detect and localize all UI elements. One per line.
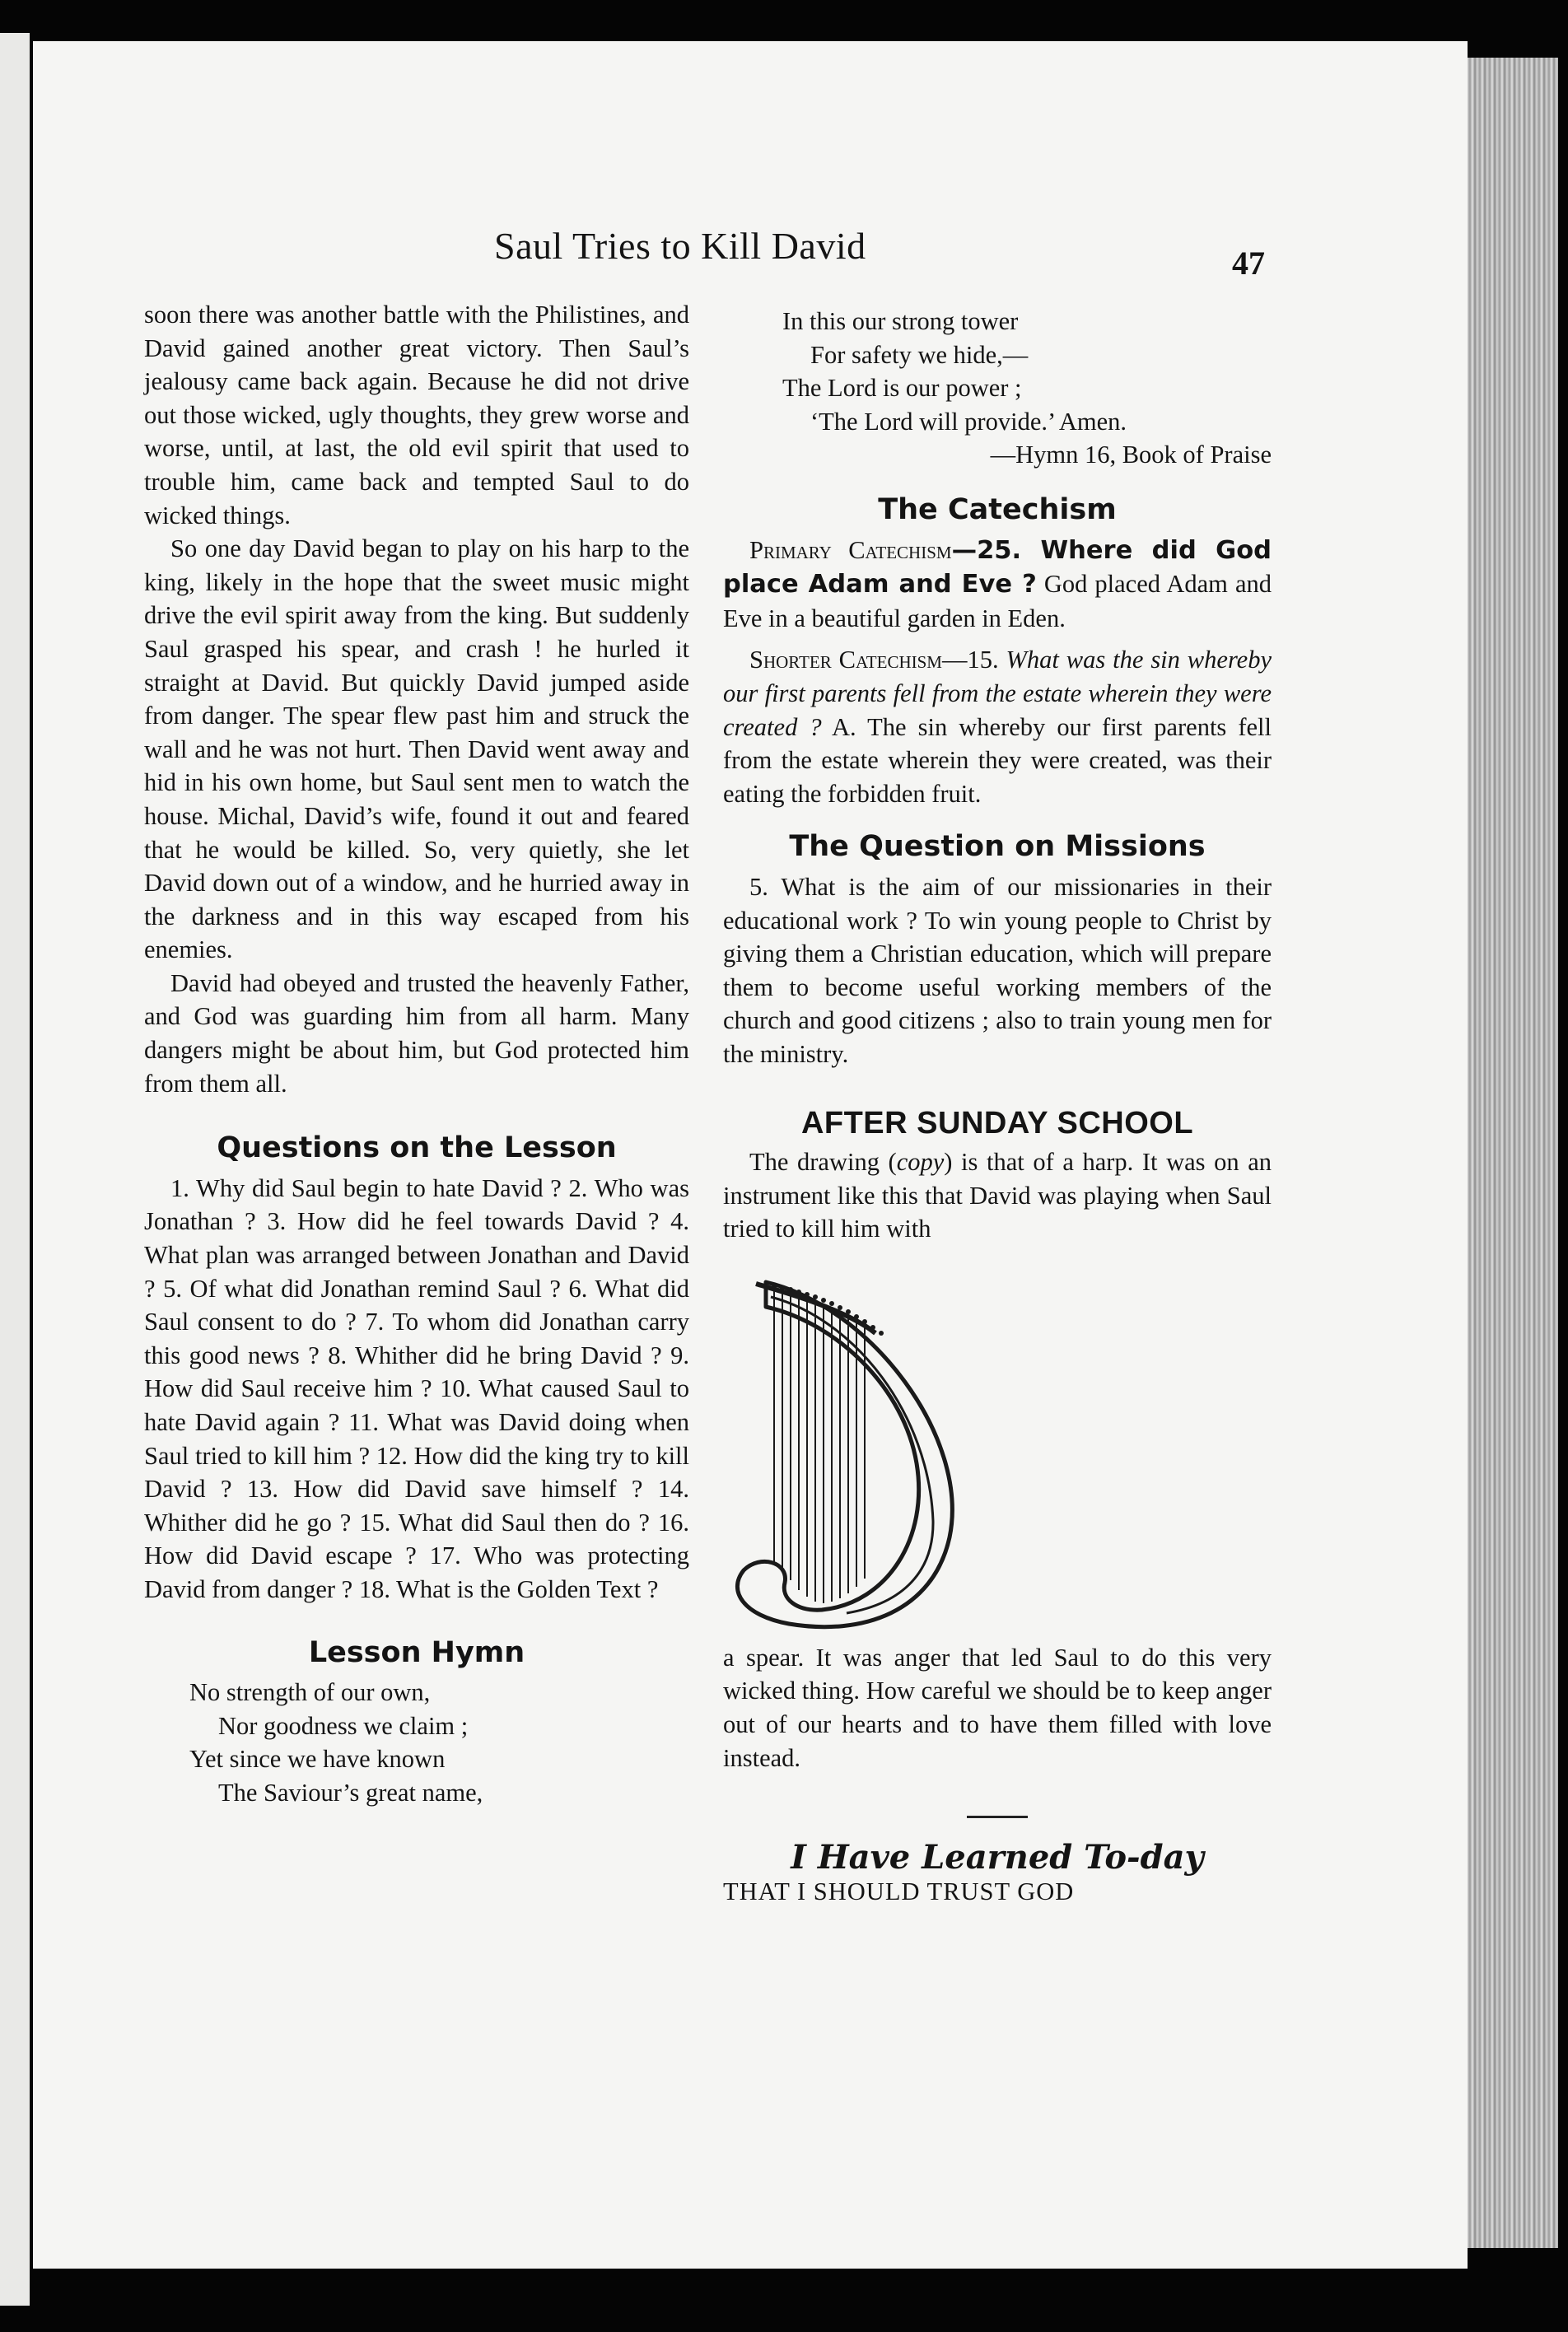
hymn-line: No strength of our own,: [189, 1678, 431, 1707]
hymn-source: —Hymn 16, Book of Praise: [990, 441, 1272, 469]
hymn-line: In this our strong tower: [782, 307, 1019, 335]
learned-today-text: THAT I SHOULD TRUST GOD: [723, 1877, 1075, 1905]
hymn-line: Nor goodness we claim ;: [218, 1711, 469, 1740]
shorter-catechism: [723, 643, 1272, 810]
hymn-stanza-start: [144, 1676, 689, 1809]
story-paragraph-3: David had obeyed and trusted the heavenly Father, and God was guarding him from all harm. Many dangers might be about him, but God protected him from them all.: [144, 968, 689, 1098]
learned-today-heading: I Have Learned To-day: [791, 1838, 1204, 1877]
primary-catechism-question: —25. Where did God place Adam and Eve ?: [723, 535, 1272, 599]
left-column: [144, 298, 689, 1810]
hymn-line: For safety we hide,—: [810, 340, 1029, 369]
hymn-line: The Lord is our power ;: [782, 374, 1022, 403]
right-column: [723, 305, 1272, 1908]
story-paragraph-1: soon there was another battle with the Philistines, and David gained another great victory. Then Saul’s jealousy came back again. Because he did not drive out those wicked, ugly thoughts, they grew worse and worse, until, at last, the old evil spirit that used to trouble him, came back and tempted Saul to do wicked things.: [144, 301, 689, 529]
drawing-copy-word: copy: [896, 1148, 945, 1177]
shorter-catechism-question: What was the sin whereby our first parents fell from the estate wherein they were created ?: [723, 646, 1272, 741]
adjacent-page-edge: [0, 33, 30, 2306]
missions-text: 5. What is the aim of our missionaries in their educational work ? To win young people to Christ by giving them a Christian education, which will prepare them to become useful working members of the church and good citizens ; also to train young men for the ministry.: [723, 872, 1272, 1068]
shorter-catechism-label: Shorter Catechism: [749, 646, 942, 674]
shorter-catechism-answer: A. The sin whereby our first parents fell from the estate wherein they were created, was their eating the forbidden fruit.: [723, 712, 1272, 808]
page-title: Saul Tries to Kill David: [494, 225, 866, 267]
drawing-text-end: ) is that of a harp. It was on an instrument like this that David was playing when Saul tried to kill him with: [723, 1148, 1272, 1243]
harp-icon: [723, 1274, 970, 1636]
primary-catechism: [723, 534, 1272, 636]
hymn-line: ‘The Lord will provide.’ Amen.: [810, 407, 1127, 436]
divider-rule: [967, 1816, 1028, 1818]
hymn-line: The Saviour’s great name,: [218, 1778, 483, 1807]
book-page-edges: [1468, 58, 1558, 2248]
hymn-heading: Lesson Hymn: [308, 1635, 525, 1669]
hymn-line: Yet since we have known: [189, 1745, 446, 1774]
after-sunday-school-heading: AFTER SUNDAY SCHOOL: [800, 1106, 1194, 1141]
drawing-description-continued: a spear. It was anger that led Saul to do this very wicked thing. How careful we should be to keep anger out of our hearts and to have them filled with love instead.: [723, 1643, 1272, 1772]
hymn-stanza-end: [723, 305, 1272, 472]
questions-text: 1. Why did Saul begin to hate David ? 2. Who was Jonathan ? 3. How did he feel towards David ? 4. What plan was arranged between Jonathan and David ? 5. Of what did Jonathan remind Saul ? 6. What did Saul consent to do ? 7. To whom did Jonathan carry this good news ? 8. Whither did he bring David ? 9. How did Saul receive him ? 10. What caused Saul to hate David again ? 11. What was David doing when Saul tried to kill him ? 12. How did the king try to kill David ? 13. How did David save himself ? 14. Whither did he go ? 15. What did Saul then do ? 16. How did David escape ? 17. Who was protecting David from danger ? 18. What is the Golden Text ?: [144, 1173, 689, 1603]
questions-heading: Questions on the Lesson: [217, 1131, 617, 1165]
drawing-text-start: The drawing (: [749, 1148, 897, 1177]
harp-drawing: [723, 1246, 1272, 1641]
catechism-heading: The Catechism: [878, 492, 1117, 526]
missions-heading: The Question on Missions: [789, 830, 1206, 864]
shorter-catechism-number: —15.: [941, 646, 1006, 674]
primary-catechism-label: Primary Catechism: [749, 535, 952, 564]
drawing-description: [723, 1145, 1272, 1246]
page-number: 47: [1232, 245, 1265, 282]
story-paragraph-2: So one day David began to play on his harp to the king, likely in the hope that the sweet music might drive the evil spirit away from the king. But suddenly Saul grasped his spear, and crash ! he hurled it straight at David. But quickly David jumped aside from danger. The spear flew past him and struck the wall and he was not hurt. Then David went away and hid in his own home, but Saul sent men to watch the house. Michal, David’s wife, found it out and feared that he would be killed. So, very quietly, she let David down out of a window, and he hurried away in the darkness and in this way escaped from his enemies.: [144, 534, 689, 964]
primary-catechism-answer: God placed Adam and Eve in a beautiful garden in Eden.: [723, 570, 1272, 632]
